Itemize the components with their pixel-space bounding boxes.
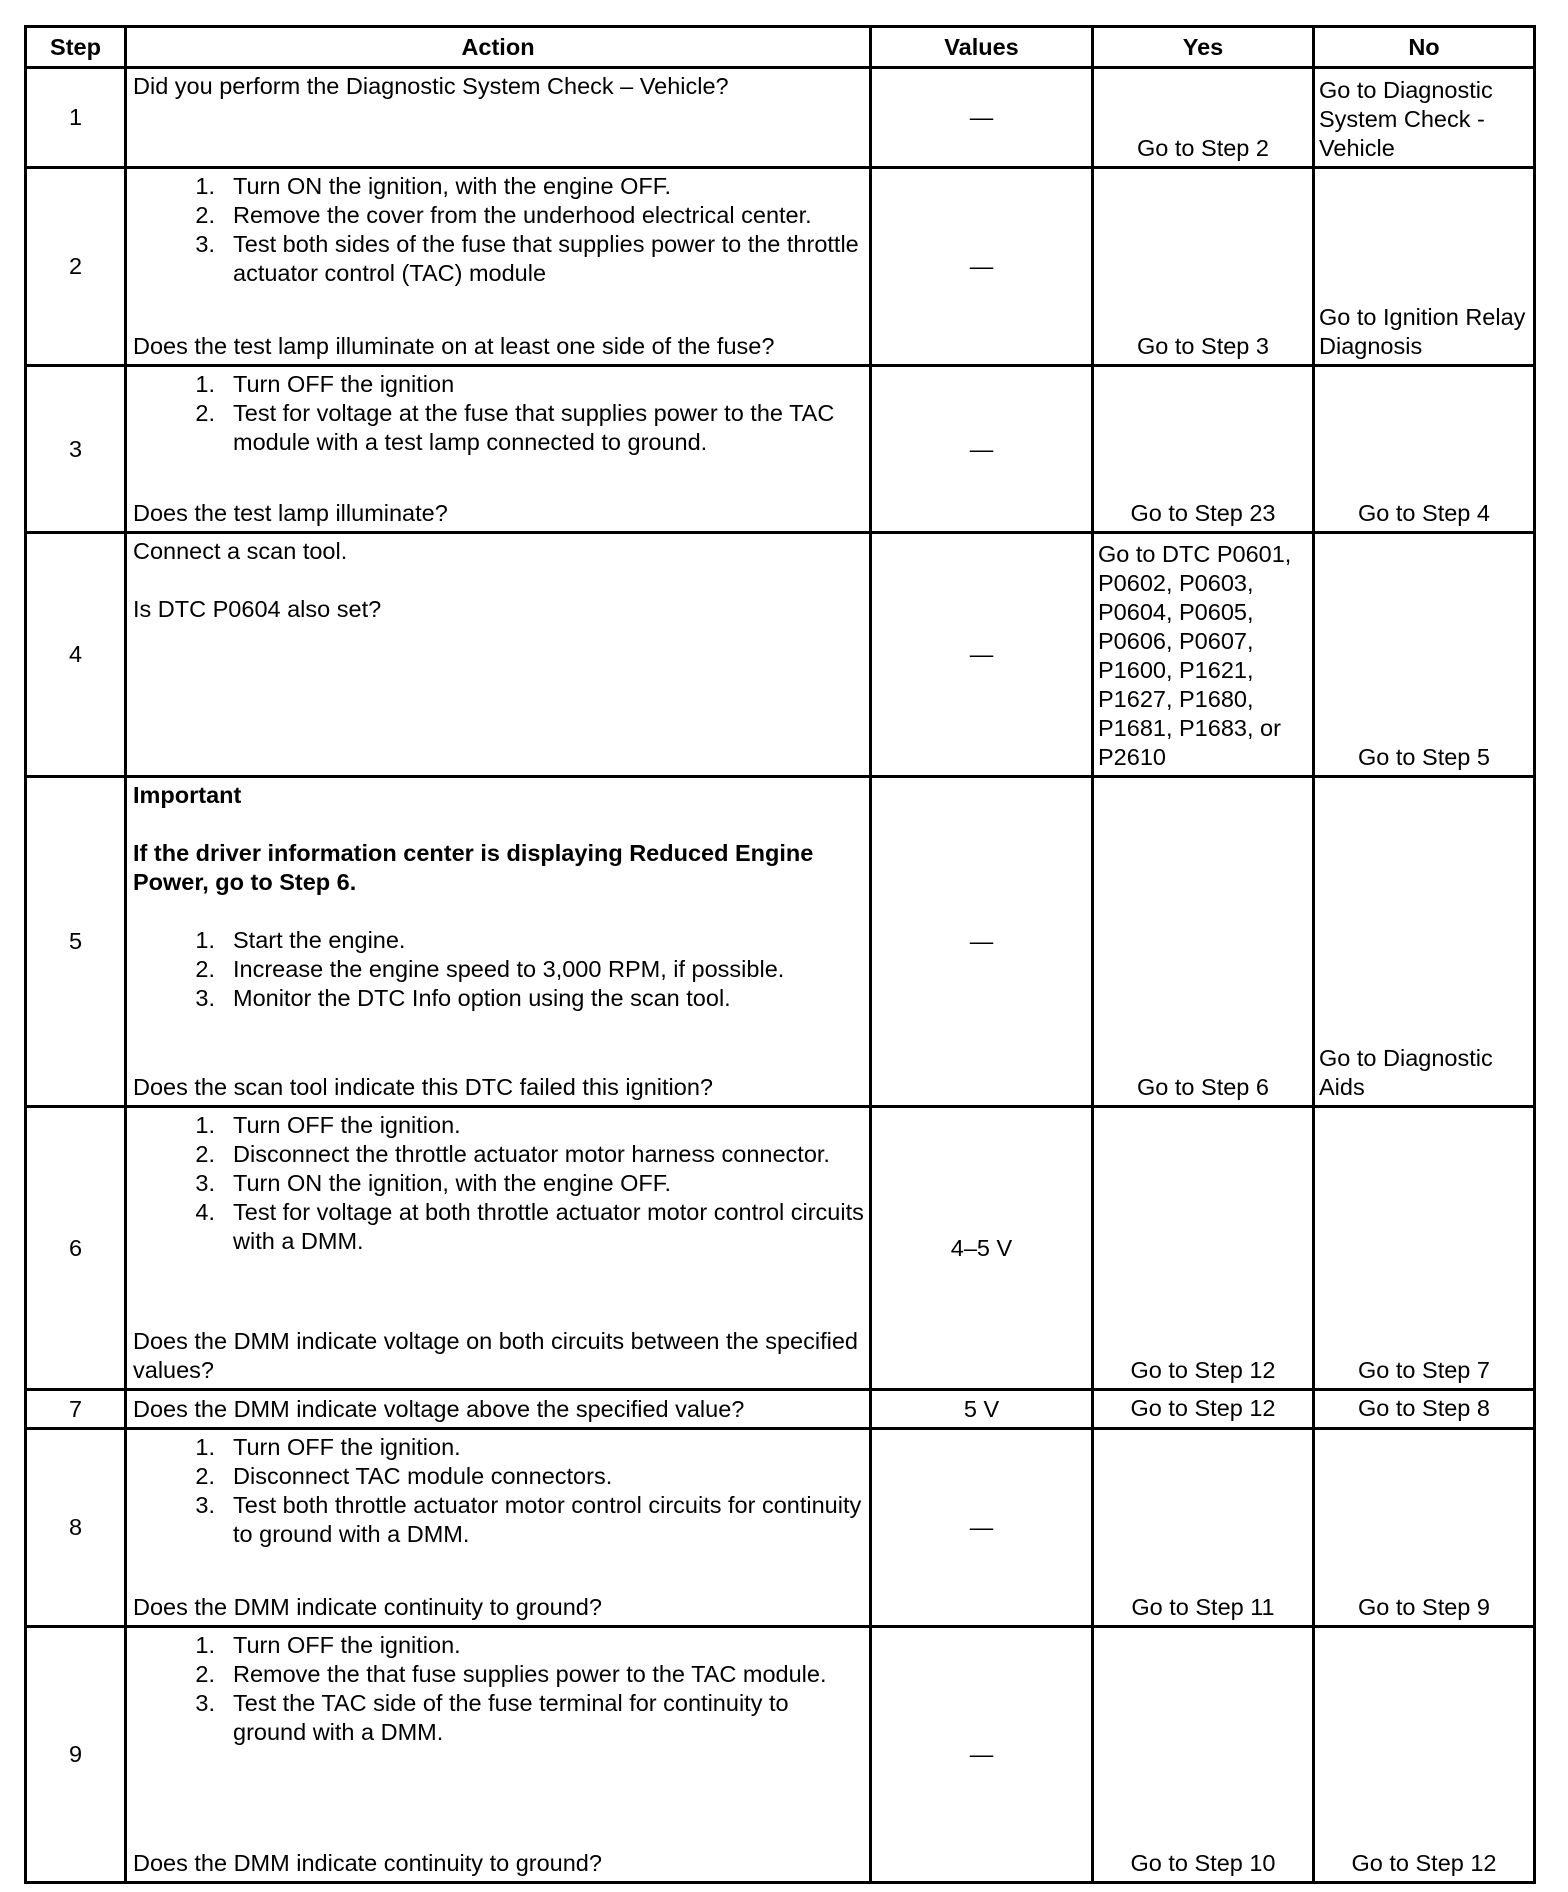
action-question: Does the DMM indicate continuity to ground? <box>133 1594 602 1620</box>
header-values: Values <box>871 27 1093 68</box>
no-cell: Go to Step 4 <box>1314 366 1535 533</box>
step-number: 9 <box>26 1627 126 1883</box>
list-item: 3. Test both throttle actuator motor control circuits for continuity to ground with a DMM. <box>195 1492 862 1547</box>
value-cell: — <box>871 777 1093 1107</box>
action-question: Does the test lamp illuminate? <box>133 500 448 526</box>
table-row <box>26 1107 1535 1390</box>
table-row <box>26 1627 1535 1883</box>
no-cell: Go to Step 9 <box>1314 1429 1535 1627</box>
value-cell: — <box>871 168 1093 366</box>
action-cell <box>126 68 871 168</box>
action-cell <box>126 1429 871 1627</box>
list-item: 4. Test for voltage at both throttle actuator motor control circuits with a DMM. <box>195 1199 864 1254</box>
value-cell: — <box>871 68 1093 168</box>
yes-cell: Go to Step 10 <box>1093 1627 1314 1883</box>
list-item: 1. Turn OFF the ignition. <box>195 1112 461 1138</box>
procedure-list <box>133 926 865 1013</box>
yes-cell: Go to Step 11 <box>1093 1429 1314 1627</box>
list-item: 1. Turn OFF the ignition <box>195 371 455 397</box>
action-intro: Connect a scan tool. <box>133 538 348 564</box>
header-step: Step <box>26 27 126 68</box>
action-question: Does the DMM indicate voltage above the specified value? <box>133 1395 745 1422</box>
action-cell <box>126 777 871 1107</box>
step-number: 2 <box>26 168 126 366</box>
action-question: Is DTC P0604 also set? <box>133 596 382 622</box>
action-cell <box>126 168 871 366</box>
no-cell: Go to Diagnostic Aids <box>1314 777 1535 1107</box>
list-item: 3. Monitor the DTC Info option using the scan tool. <box>195 985 731 1011</box>
no-cell: Go to Step 5 <box>1314 533 1535 777</box>
yes-cell: Go to Step 12 <box>1093 1390 1314 1429</box>
yes-cell: Go to Step 2 <box>1093 68 1314 168</box>
table-row <box>26 366 1535 533</box>
table-row <box>26 777 1535 1107</box>
no-cell: Go to Step 7 <box>1314 1107 1535 1390</box>
list-item: 2. Remove the cover from the underhood electrical center. <box>195 202 812 228</box>
list-item: 1. Turn OFF the ignition. <box>195 1632 461 1658</box>
list-item: 3. Turn ON the ignition, with the engine OFF. <box>195 1170 672 1196</box>
procedure-list <box>133 370 865 457</box>
no-cell: Go to Step 12 <box>1314 1627 1535 1883</box>
action-cell <box>126 1107 871 1390</box>
step-number: 1 <box>26 68 126 168</box>
important-title: Important <box>133 782 242 808</box>
value-cell: 4–5 V <box>871 1107 1093 1390</box>
header-yes: Yes <box>1093 27 1314 68</box>
list-item: 3. Test both sides of the fuse that supplies power to the throttle actuator control (TAC) module <box>195 231 859 286</box>
procedure-list <box>133 172 865 288</box>
no-cell: Go to Step 8 <box>1314 1390 1535 1429</box>
value-cell: 5 V <box>871 1390 1093 1429</box>
list-item: 1. Turn OFF the ignition. <box>195 1434 461 1460</box>
table-row <box>26 68 1535 168</box>
yes-cell: Go to DTC P0601, P0602, P0603, P0604, P0605, P0606, P0607, P1600, P1621, P1627, P1680, P1681, P1683, or P2610 <box>1093 533 1314 777</box>
important-text: If the driver information center is displaying Reduced Engine Power, go to Step 6. <box>133 840 814 895</box>
step-number: 3 <box>26 366 126 533</box>
value-cell: — <box>871 533 1093 777</box>
action-question: Does the DMM indicate continuity to ground? <box>133 1850 602 1876</box>
step-number: 8 <box>26 1429 126 1627</box>
value-cell: — <box>871 1627 1093 1883</box>
yes-cell: Go to Step 12 <box>1093 1107 1314 1390</box>
list-item: 2. Remove the that fuse supplies power to the TAC module. <box>195 1661 827 1687</box>
table-header-row <box>26 27 1535 68</box>
action-cell <box>126 533 871 777</box>
step-number: 4 <box>26 533 126 777</box>
action-cell <box>126 1390 871 1429</box>
action-question: Did you perform the Diagnostic System Check – Vehicle? <box>133 73 729 99</box>
table-row <box>26 1429 1535 1627</box>
procedure-list <box>133 1111 865 1256</box>
no-cell: Go to Diagnostic System Check - Vehicle <box>1314 68 1535 168</box>
action-question: Does the test lamp illuminate on at least one side of the fuse? <box>133 333 775 359</box>
list-item: 2. Disconnect the throttle actuator motor harness connector. <box>195 1141 830 1167</box>
table-row <box>26 1390 1535 1429</box>
value-cell: — <box>871 1429 1093 1627</box>
list-item: 2. Increase the engine speed to 3,000 RPM, if possible. <box>195 956 785 982</box>
diagnostic-table <box>24 25 1536 1884</box>
step-number: 6 <box>26 1107 126 1390</box>
procedure-list <box>133 1631 865 1747</box>
list-item: 2. Test for voltage at the fuse that supplies power to the TAC module with a test lamp connected to ground. <box>195 400 835 455</box>
table-row <box>26 533 1535 777</box>
value-cell: — <box>871 366 1093 533</box>
header-no: No <box>1314 27 1535 68</box>
header-action: Action <box>126 27 871 68</box>
yes-cell: Go to Step 23 <box>1093 366 1314 533</box>
action-cell <box>126 1627 871 1883</box>
action-cell <box>126 366 871 533</box>
list-item: 1. Start the engine. <box>195 927 406 953</box>
procedure-list <box>133 1433 865 1549</box>
list-item: 1. Turn ON the ignition, with the engine OFF. <box>195 173 672 199</box>
action-question: Does the DMM indicate voltage on both circuits between the specified values? <box>133 1328 858 1383</box>
table-row <box>26 168 1535 366</box>
yes-cell: Go to Step 6 <box>1093 777 1314 1107</box>
action-question: Does the scan tool indicate this DTC failed this ignition? <box>133 1074 713 1100</box>
step-number: 5 <box>26 777 126 1107</box>
list-item: 3. Test the TAC side of the fuse terminal for continuity to ground with a DMM. <box>195 1690 789 1745</box>
yes-cell: Go to Step 3 <box>1093 168 1314 366</box>
no-cell: Go to Ignition Relay Diagnosis <box>1314 168 1535 366</box>
step-number: 7 <box>26 1390 126 1429</box>
list-item: 2. Disconnect TAC module connectors. <box>195 1463 613 1489</box>
